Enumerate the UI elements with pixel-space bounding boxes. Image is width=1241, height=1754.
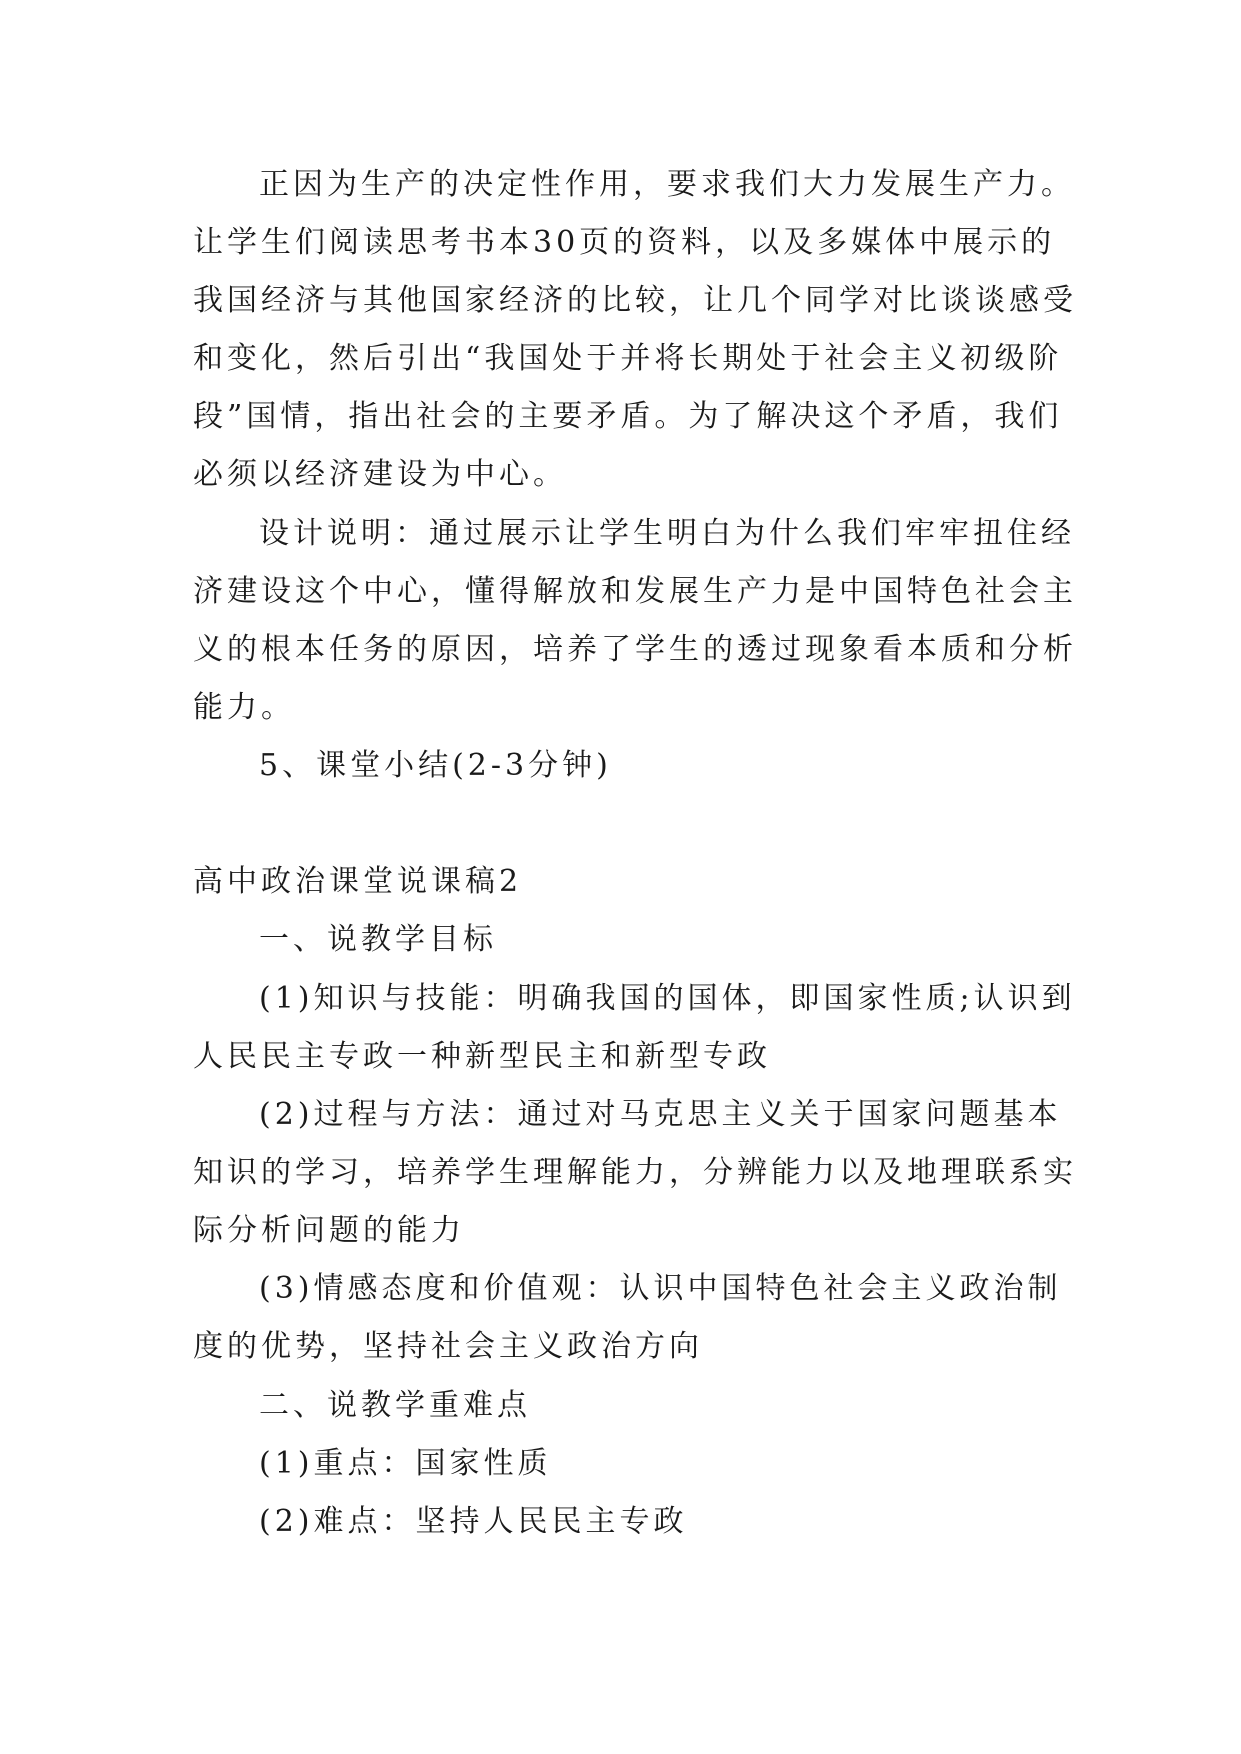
paragraph-line: 段”国情，指出社会的主要矛盾。为了解决这个矛盾，我们 bbox=[193, 399, 1063, 434]
paragraph-line: 我国经济与其他国家经济的比较，让几个同学对比谈谈感受 bbox=[193, 283, 1077, 318]
summary-item: 5、课堂小结(2-3分钟) bbox=[259, 748, 612, 783]
objective-item: 知识的学习，培养学生理解能力，分辨能力以及地理联系实 bbox=[193, 1155, 1077, 1190]
objective-item: (3)情感态度和价值观：认识中国特色社会主义政治制 bbox=[259, 1271, 1062, 1306]
objective-item: (2)过程与方法：通过对马克思主义关于国家问题基本 bbox=[259, 1097, 1062, 1132]
heading-key-points: 二、说教学重难点 bbox=[259, 1388, 531, 1423]
paragraph-line: 正因为生产的决定性作用，要求我们大力发展生产力。 bbox=[259, 167, 1075, 202]
section-title: 高中政治课堂说课稿2 bbox=[193, 864, 523, 899]
objective-item: 人民民主专政一种新型民主和新型专政 bbox=[193, 1039, 771, 1074]
paragraph-line: 必须以经济建设为中心。 bbox=[193, 457, 567, 492]
objective-item: 度的优势，坚持社会主义政治方向 bbox=[193, 1329, 703, 1364]
paragraph-line: 设计说明：通过展示让学生明白为什么我们牢牢扭住经 bbox=[259, 516, 1075, 551]
key-point-item: (1)重点：国家性质 bbox=[259, 1446, 552, 1481]
paragraph-line: 能力。 bbox=[193, 690, 295, 725]
paragraph-line: 义的根本任务的原因，培养了学生的透过现象看本质和分析 bbox=[193, 632, 1077, 667]
objective-item: (1)知识与技能：明确我国的国体，即国家性质;认识到 bbox=[259, 981, 1076, 1016]
paragraph-line: 和变化，然后引出“我国处于并将长期处于社会主义初级阶 bbox=[193, 341, 1063, 376]
objective-item: 际分析问题的能力 bbox=[193, 1213, 465, 1248]
paragraph-line: 让学生们阅读思考书本30页的资料，以及多媒体中展示的 bbox=[193, 225, 1056, 260]
heading-objectives: 一、说教学目标 bbox=[259, 922, 497, 957]
key-point-item: (2)难点：坚持人民民主专政 bbox=[259, 1504, 688, 1539]
paragraph-line: 济建设这个中心，懂得解放和发展生产力是中国特色社会主 bbox=[193, 574, 1077, 609]
